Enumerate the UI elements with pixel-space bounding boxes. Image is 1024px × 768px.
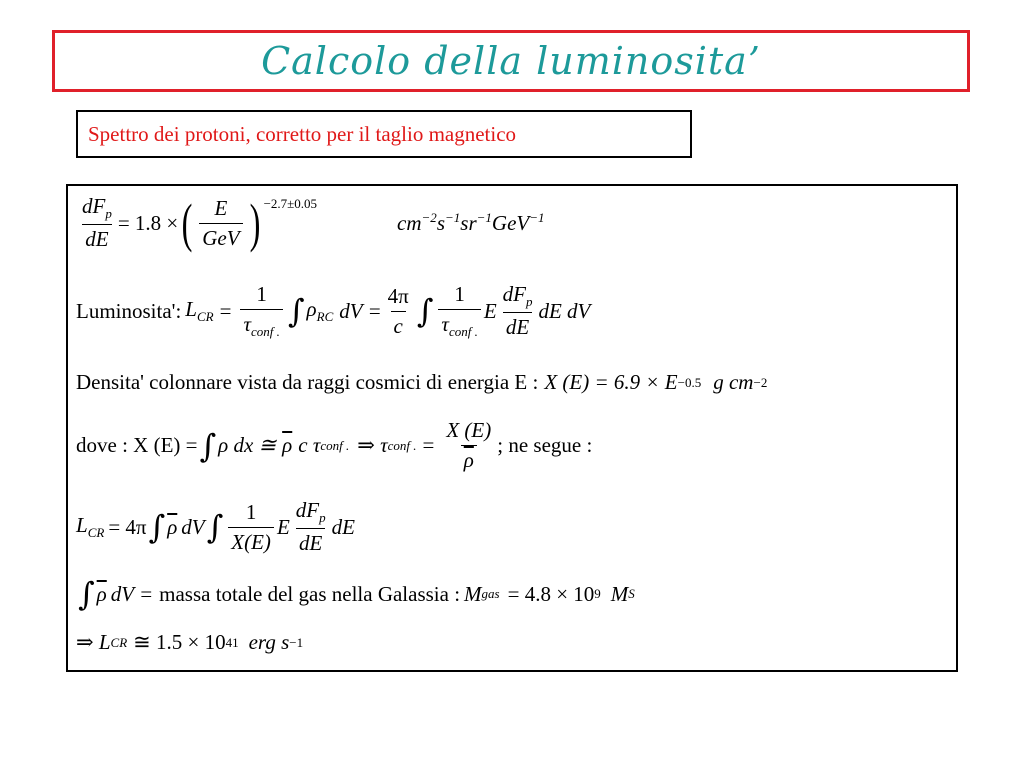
spectral-index: −2.7±0.05 — [263, 196, 318, 211]
coefficient: = 1.8 × — [117, 210, 179, 235]
slide-title: Calcolo della luminosita’ — [261, 39, 761, 83]
title-box — [52, 30, 970, 92]
four-pi-over-c: $\frac{4\pi}{c}$ — [387, 283, 409, 338]
equation-spectrum: $\frac{dF_p}{dE}$ = 1.8 × ( $\frac{E}{\text{GeV}}$ ) −2.7±0.05 $cm^{-2}s^{-1}sr^{-1}GeV^{-1}$ — [76, 194, 545, 252]
ne-segue-text: ; ne segue : — [497, 433, 593, 457]
spectrum-units: $cm^{-2}s^{-1}sr^{-1}GeV^{-1}$ — [397, 210, 545, 236]
equation-luminosity-result: ⇒ L CR ≅ 1.5 × 10 41 erg s −1 — [76, 630, 304, 654]
slide-subtitle: Spettro dei protoni, corretto per il taglio magnetico — [88, 121, 517, 146]
luminosity-label: Luminosita': — [76, 298, 182, 323]
dove-prefix: dove : X (E) = — [76, 433, 198, 457]
equation-luminosity: Luminosita': $L_{CR}$ = $\frac{1}{\tau_{conf .}}$ ∫ $\rho_{RC}$ dV = $\frac{4\pi}{c}$ ∫ $\frac{1}{\tau_{conf .}}$ E $\frac{dF_p}{dE}$ dE dV — [76, 282, 591, 340]
equation-column-density: Densita' colonnare vista da raggi cosmici di energia E : X (E) = 6.9 × E −0.5 g cm −2 — [76, 370, 768, 394]
dfp-de-fraction-3: $\frac{dF_p}{dE}$ — [295, 498, 326, 556]
column-density-text: Densita' colonnare vista da raggi cosmici di energia E : — [76, 370, 539, 394]
energy-fraction: $\frac{E}{\text{GeV}}$ — [199, 196, 242, 251]
inverse-tau-fraction-2: $\frac{1}{\tau_{conf .}}$ — [438, 282, 480, 340]
inverse-tau-fraction: $\frac{1}{\tau_{conf .}}$ — [240, 282, 282, 340]
gas-mass-text: massa totale del gas nella Galassia : — [159, 581, 461, 606]
inverse-x-fraction: $\frac{1}{X(E)}$ — [228, 500, 274, 555]
subtitle-box — [76, 110, 692, 158]
equations-box — [66, 184, 958, 672]
equation-tau-conf: dove : X (E) = ∫ ρ dx ≅ $\overline{\rho}$ c τ conf . ⇒ τ conf . = $\frac{X (E)}{\rho}$ ; ne segue : — [76, 418, 593, 472]
dfp-de-fraction-2: $\frac{dF_p}{dE}$ — [502, 282, 533, 340]
x-over-rho-fraction: $\frac{X (E)}{\rho}$ — [446, 418, 492, 472]
dfp-de-fraction: $\frac{dF_p}{dE}$ — [82, 194, 112, 252]
equation-luminosity-2: $L_{CR}$ = 4π ∫ $\overline{\rho}$ dV ∫ $\frac{1}{X(E)}$ E $\frac{dF_p}{dE}$ dE — [76, 498, 355, 556]
equation-gas-mass: ∫ $\overline{\rho}$ dV = massa totale del gas nella Galassia : M gas = 4.8 × 10 9 M S — [78, 575, 635, 613]
